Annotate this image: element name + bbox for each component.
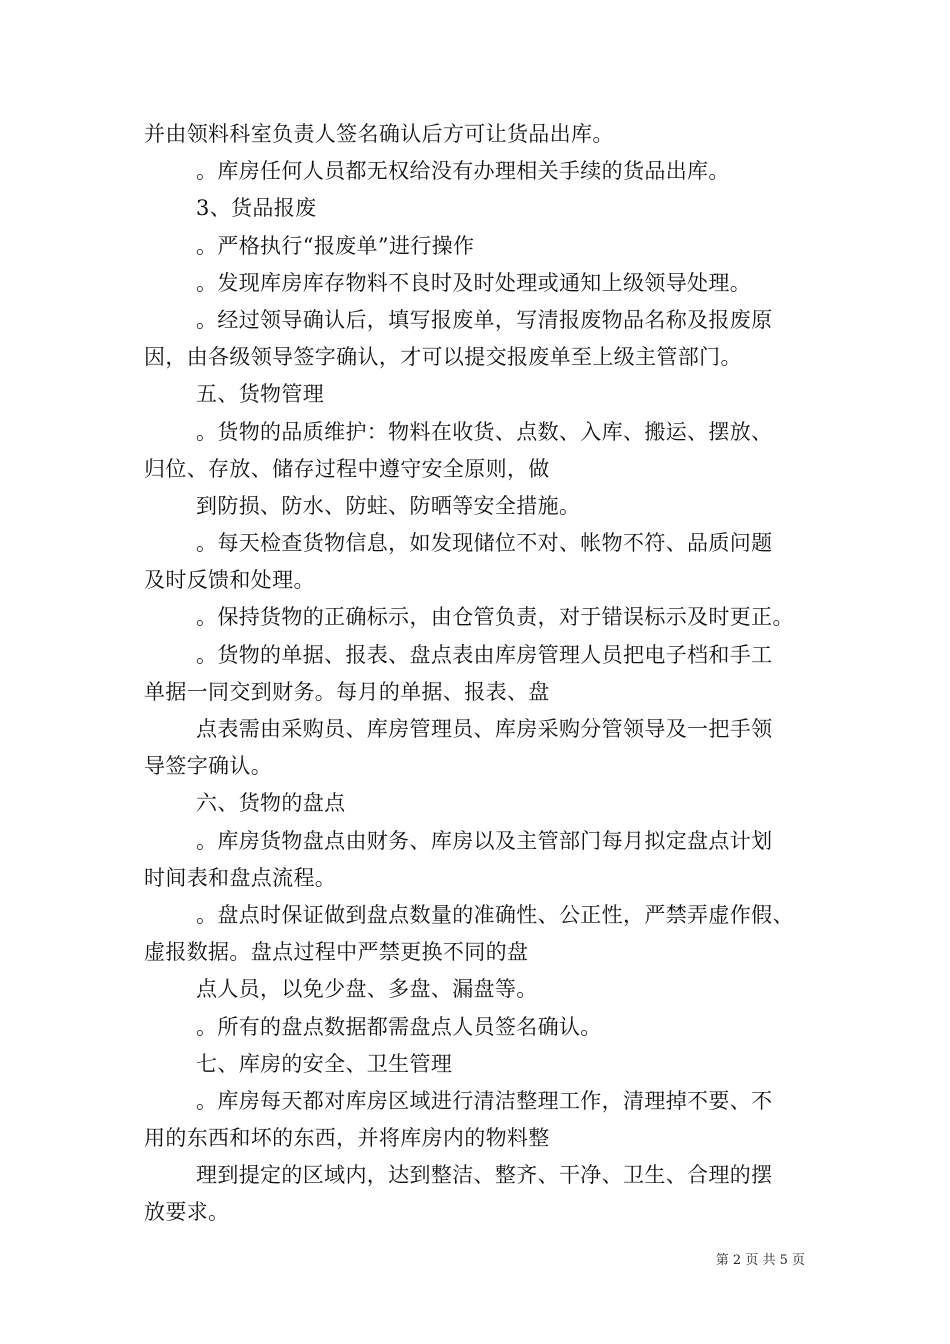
- text-line: 。每天检查货物信息，如发现储位不对、帐物不符、品质问题: [196, 531, 773, 556]
- text-line: 点表需由采购员、库房管理员、库房采购分管领导及一把手领: [196, 717, 773, 741]
- text-line: 。经过领导确认后，填写报废单，写清报废物品名称及报废原: [196, 307, 773, 332]
- text-line: 因，由各级领导签字确认，才可以提交报废单至上级主管部门。: [144, 345, 742, 370]
- text-line: 到防损、防水、防蛀、防晒等安全措施。: [196, 493, 581, 518]
- text-line: 。所有的盘点数据都需盘点人员签名确认。: [196, 1014, 602, 1039]
- text-line: 。货物的品质维护：物料在收货、点数、入库、搬运、摆放、: [196, 419, 773, 444]
- text-line: 并由领料科室负责人签名确认后方可让货品出库。: [144, 122, 614, 146]
- text-line: 用的东西和坏的东西，并将库房内的物料整: [144, 1126, 550, 1151]
- page-number: 第 2 页 共 5 页: [715, 1253, 805, 1268]
- text-line: 归位、存放、储存过程中遵守安全原则，做: [144, 456, 550, 481]
- text-line: 。库房任何人员都无权给没有办理相关手续的货品出库。: [196, 159, 730, 184]
- section-heading: 七、库房的安全、卫生管理: [196, 1051, 453, 1076]
- section-heading: 六、货物的盘点: [196, 791, 346, 816]
- text-line: 。盘点时保证做到盘点数量的准确性、公正性，严禁弄虚作假、: [196, 902, 794, 927]
- section-heading: 3、货品报废: [196, 196, 317, 221]
- text-line: 单据一同交到财务。每月的单据、报表、盘: [144, 679, 550, 704]
- text-line: 。货物的单据、报表、盘点表由库房管理人员把电子档和手工: [196, 642, 773, 667]
- text-line: 及时反馈和处理。: [144, 568, 315, 593]
- text-line: 放要求。: [144, 1200, 230, 1225]
- text-line: 时间表和盘点流程。: [144, 865, 337, 890]
- text-line: 。发现库房库存物料不良时及时处理或通知上级领导处理。: [196, 270, 752, 295]
- text-line: 。保持货物的正确标示，由仓管负责，对于错误标示及时更正。: [196, 605, 794, 630]
- text-line: 。严格执行“报废单”进行操作: [196, 233, 475, 258]
- text-line: 导签字确认。: [144, 754, 273, 779]
- text-line: 点人员，以免少盘、多盘、漏盘等。: [196, 977, 538, 1002]
- text-line: 。库房货物盘点由财务、库房以及主管部门每月拟定盘点计划: [196, 828, 773, 853]
- document-body: [144, 122, 806, 1238]
- text-line: 理到提定的区域内，达到整洁、整齐、干净、卫生、合理的摆: [196, 1163, 773, 1188]
- text-line: 虚报数据。盘点过程中严禁更换不同的盘: [144, 940, 529, 965]
- section-heading: 五、货物管理: [196, 382, 325, 407]
- text-line: 。库房每天都对库房区域进行清洁整理工作，清理掉不要、不: [196, 1088, 773, 1113]
